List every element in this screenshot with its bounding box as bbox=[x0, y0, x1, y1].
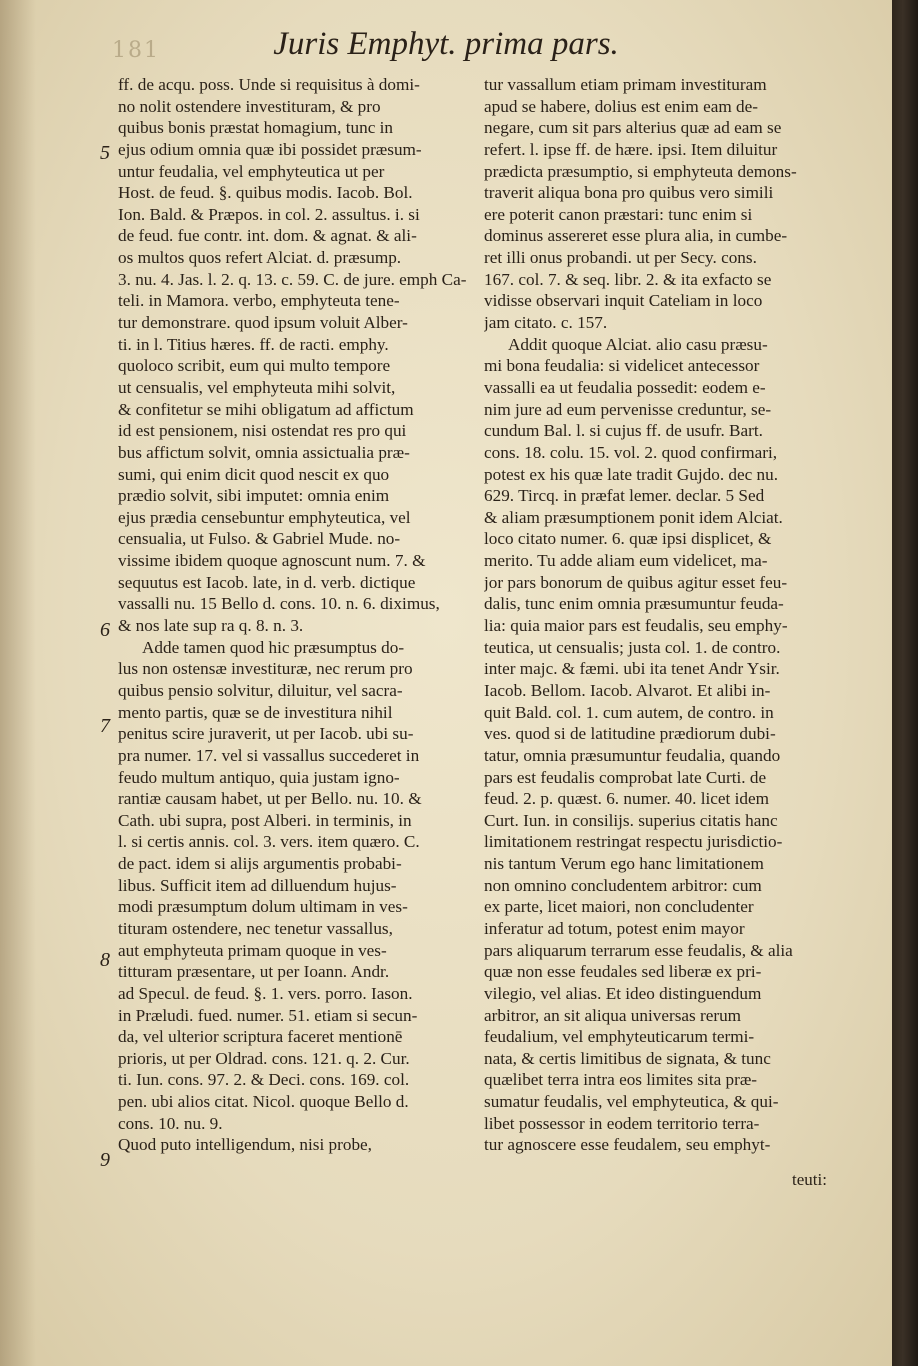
text-line: penitus scire juraverit, ut per Iacob. ubi su- bbox=[118, 724, 414, 744]
text-line: ret illi onus probandi. ut per Secy. cons. bbox=[484, 248, 757, 268]
text-line: mento partis, quæ se de investitura nihil bbox=[118, 702, 393, 722]
text-line: Addit quoque Alciat. alio casu præsu- bbox=[508, 334, 768, 354]
text-line: de feud. fue contr. int. dom. & agnat. & ali- bbox=[118, 226, 417, 246]
text-line: tatur, omnia præsumuntur feudalia, quando bbox=[484, 745, 781, 765]
text-line: sumi, qui enim dicit quod nescit ex quo bbox=[118, 464, 390, 484]
text-line: quibus bonis præstat homagium, tunc in bbox=[118, 118, 393, 138]
text-line: vassalli ea ut feudalia possedit: eodem e- bbox=[484, 377, 766, 397]
text-line: bus affictum solvit, omnia assictualia præ- bbox=[118, 442, 410, 462]
text-line: vissime ibidem quoque agnoscunt num. 7. & bbox=[118, 551, 426, 571]
text-line: id est pensionem, nisi ostendat res pro qui bbox=[118, 421, 407, 441]
text-line: ejus prædia censebuntur emphyteutica, vel bbox=[118, 507, 411, 527]
text-line: quoloco scribit, eum qui multo tempore bbox=[118, 356, 391, 376]
text-line: libus. Sufficit item ad dilluendum hujus- bbox=[118, 875, 397, 895]
text-line: traverit aliqua bona pro quibus vero simili bbox=[484, 183, 774, 203]
text-line: tur agnoscere esse feudalem, seu emphyt- bbox=[484, 1135, 771, 1155]
text-line: censualia, ut Fulso. & Gabriel Mude. no- bbox=[118, 529, 401, 549]
running-head: Juris Emphyt. prima pars. bbox=[273, 26, 619, 62]
text-line: refert. l. ipse ff. de hære. ipsi. Item diluitur bbox=[484, 139, 778, 159]
text-line: quælibet terra intra eos limites sita præ- bbox=[484, 1070, 758, 1090]
text-line: vidisse observari inquit Cateliam in loco bbox=[484, 291, 763, 311]
text-line: Adde tamen quod hic præsumptus do- bbox=[142, 637, 405, 657]
left-text-column bbox=[118, 74, 470, 1156]
text-line: 629. Tircq. in præfat lemer. declar. 5 Sed bbox=[484, 486, 765, 506]
text-line: ere poterit canon præstari: tunc enim si bbox=[484, 204, 753, 224]
text-line: prædio solvit, sibi imputet: omnia enim bbox=[118, 486, 390, 506]
text-line: nata, & certis limitibus de signata, & tunc bbox=[484, 1048, 771, 1068]
text-line: cons. 10. nu. 9. bbox=[118, 1113, 223, 1133]
text-line: limitationem restringat respectu jurisdictio- bbox=[484, 832, 783, 852]
text-line: ut censualis, vel emphyteuta mihi solvit, bbox=[118, 377, 396, 397]
marginal-number: 9 bbox=[100, 1149, 110, 1171]
text-line: in Præludi. fued. numer. 51. etiam si secun- bbox=[118, 1005, 418, 1025]
text-line: 167. col. 7. & seq. libr. 2. & ita exfacto se bbox=[484, 269, 772, 289]
text-line: quæ non esse feudales sed liberæ ex pri- bbox=[484, 962, 762, 982]
text-line: feudo multum antiquo, quia justam igno- bbox=[118, 767, 400, 787]
text-line: ad Specul. de feud. §. 1. vers. porro. Iason. bbox=[118, 983, 413, 1003]
text-line: Iacob. Bellom. Iacob. Alvarot. Et alibi in- bbox=[484, 680, 771, 700]
text-line: Host. de feud. §. quibus modis. Iacob. Bol. bbox=[118, 183, 413, 203]
text-line: jam citato. c. 157. bbox=[484, 313, 608, 333]
text-line: ex parte, licet maiori, non concludenter bbox=[484, 897, 754, 917]
text-line: pen. ubi alios citat. Nicol. quoque Bello d. bbox=[118, 1092, 409, 1112]
marginal-number: 8 bbox=[100, 949, 110, 971]
text-line: dominus assereret esse plura alia, in cumbe- bbox=[484, 226, 788, 246]
text-line: pra numer. 17. vel si vassallus succederet in bbox=[118, 745, 420, 765]
text-line: lus non ostensæ investituræ, nec rerum pro bbox=[118, 659, 413, 679]
text-line: modi præsumptum dolum ultimam in ves- bbox=[118, 897, 408, 917]
text-line: tituram ostendere, nec tenetur vassallus, bbox=[118, 918, 393, 938]
text-line: arbitror, an sit aliqua universas rerum bbox=[484, 1005, 742, 1025]
text-line: mi bona feudalia: si videlicet antecessor bbox=[484, 356, 760, 376]
text-line: sequutus est Iacob. late, in d. verb. dictique bbox=[118, 572, 416, 592]
text-line: inferatur ad totum, potest enim mayor bbox=[484, 918, 745, 938]
text-line: ff. de acqu. poss. Unde si requisitus à domi- bbox=[118, 75, 420, 94]
text-line: tur demonstrare. quod ipsum voluit Alber- bbox=[118, 313, 408, 333]
text-line: titturam præsentare, ut per Ioann. Andr. bbox=[118, 962, 390, 982]
text-line: sumatur feudalis, vel emphyteutica, & qui- bbox=[484, 1092, 779, 1112]
text-line: & nos late sup ra q. 8. n. 3. bbox=[118, 616, 304, 636]
catchword: teuti: bbox=[792, 1170, 827, 1189]
text-line: cons. 18. colu. 15. vol. 2. quod confirmari, bbox=[484, 442, 778, 462]
text-line: dalis, tunc enim omnia præsumuntur feuda- bbox=[484, 594, 784, 614]
text-line: nis tantum Verum ego hanc limitationem bbox=[484, 854, 764, 874]
right-text-column bbox=[484, 74, 844, 1156]
text-line: prioris, ut per Oldrad. cons. 121. q. 2. Cur. bbox=[118, 1048, 410, 1068]
text-line: jor pars bonorum de quibus agitur esset feu- bbox=[484, 572, 788, 592]
text-line: ti. in l. Titius hæres. ff. de racti. emphy. bbox=[118, 334, 389, 354]
text-line: libet possessor in eodem territorio terra- bbox=[484, 1113, 760, 1133]
text-line: & confitetur se mihi obligatum ad affictum bbox=[118, 399, 414, 419]
text-line: loco citato numer. 6. quæ ipsi displicet, & bbox=[484, 529, 772, 549]
text-line: tur vassallum etiam primam investituram bbox=[484, 75, 767, 94]
text-line: pars aliquarum terrarum esse feudalis, & alia bbox=[484, 940, 793, 960]
text-line: nim jure ad eum pervenisse creduntur, se- bbox=[484, 399, 772, 419]
text-line: vassalli nu. 15 Bello d. cons. 10. n. 6. diximus, bbox=[118, 594, 440, 614]
text-line: & aliam præsumptionem ponit idem Alciat. bbox=[484, 507, 783, 527]
text-line: lia: quia maior pars est feudalis, seu emphy- bbox=[484, 616, 788, 636]
text-line: feudalium, vel emphyteuticarum termi- bbox=[484, 1027, 755, 1047]
text-line: Quod puto intelligendum, nisi probe, bbox=[118, 1135, 372, 1155]
text-line: untur feudalia, vel emphyteutica ut per bbox=[118, 161, 385, 181]
text-line: de pact. idem si alijs argumentis probabi- bbox=[118, 854, 402, 874]
text-line: l. si certis annis. col. 3. vers. item quæro. C. bbox=[118, 832, 420, 852]
text-line: potest ex his quæ late tradit Gujdo. dec nu. bbox=[484, 464, 779, 484]
text-line: Ion. Bald. & Præpos. in col. 2. assultus. i. si bbox=[118, 204, 420, 224]
text-line: quibus pensio solvitur, diluitur, vel sacra- bbox=[118, 680, 403, 700]
text-line: feud. 2. p. quæst. 6. numer. 40. licet idem bbox=[484, 789, 769, 809]
text-line: aut emphyteuta primam quoque in ves- bbox=[118, 940, 387, 960]
text-line: quit Bald. col. 1. cum autem, de contro. in bbox=[484, 702, 774, 722]
text-line: teutica, ut censualis; justa col. 1. de contro. bbox=[484, 637, 781, 657]
text-line: negare, cum sit pars alterius quæ ad eam se bbox=[484, 118, 782, 138]
book-edge bbox=[888, 0, 918, 1366]
text-line: rantiæ causam habet, ut per Bello. nu. 10. & bbox=[118, 789, 422, 809]
text-line: prædicta præsumptio, si emphyteuta demons- bbox=[484, 161, 797, 181]
text-line: da, vel ulterior scriptura faceret mentionē bbox=[118, 1027, 403, 1047]
text-line: ejus odium omnia quæ ibi possidet præsum- bbox=[118, 139, 422, 159]
text-line: apud se habere, dolius est enim eam de- bbox=[484, 96, 758, 116]
text-line: teli. in Mamora. verbo, emphyteuta tene- bbox=[118, 291, 400, 311]
text-line: pars est feudalis comprobat late Curti. de bbox=[484, 767, 767, 787]
text-line: non omnino concludentem arbitror: cum bbox=[484, 875, 762, 895]
text-line: vilegio, vel alias. Et ideo distinguendum bbox=[484, 983, 762, 1003]
marginal-number: 6 bbox=[100, 619, 110, 641]
text-line: Curt. Iun. in consilijs. superius citatis hanc bbox=[484, 810, 778, 830]
text-line: Cath. ubi supra, post Alberi. in terminis, in bbox=[118, 810, 412, 830]
ghost-folio-number: 181 bbox=[112, 38, 160, 63]
text-line: ves. quod si de latitudine prædiorum dubi- bbox=[484, 724, 776, 744]
marginal-number: 7 bbox=[100, 715, 110, 737]
text-line: merito. Tu adde aliam eum videlicet, ma- bbox=[484, 551, 768, 571]
text-line: inter majc. & fæmi. ubi ita tenet Andr Ysir. bbox=[484, 659, 780, 679]
text-line: no nolit ostendere investituram, & pro bbox=[118, 96, 381, 116]
text-line: 3. nu. 4. Jas. l. 2. q. 13. c. 59. C. de jure. emph Ca- bbox=[118, 269, 467, 289]
marginal-number: 5 bbox=[100, 142, 110, 164]
text-line: ti. Iun. cons. 97. 2. & Deci. cons. 169. col. bbox=[118, 1070, 410, 1090]
text-line: os multos quos refert Alciat. d. præsump. bbox=[118, 248, 402, 268]
text-line: cundum Bal. l. si cujus ff. de usufr. Bart. bbox=[484, 421, 763, 441]
